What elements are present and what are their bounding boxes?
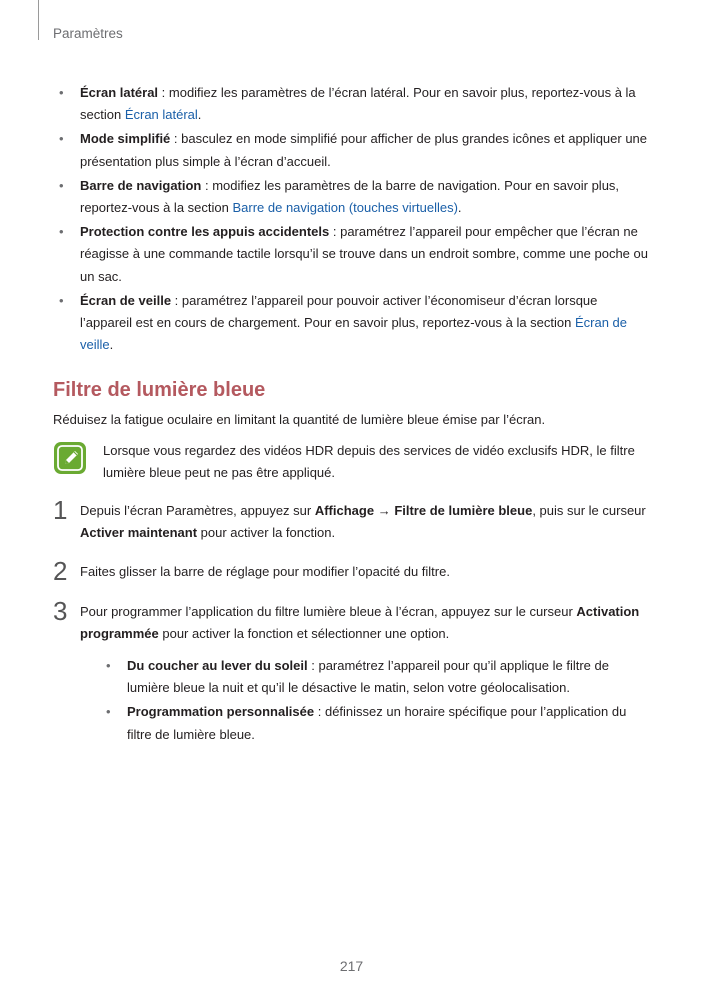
bullet-tail: . xyxy=(457,200,462,216)
bullet-term: Protection contre les appuis accidentels xyxy=(80,224,330,240)
bullet-text: : paramétrez l’appareil pour qu’il applique le filtre de lumière bleue la nuit et qu’il le désactive le matin, selon votre géolocalisation. xyxy=(127,658,609,696)
list-item xyxy=(53,82,653,126)
step-text: pour activer la fonction et sélectionner une option. xyxy=(158,625,450,641)
step-number: 1 xyxy=(53,495,68,526)
bullet-text: : modifiez les paramètres de la barre de navigation. Pour en savoir plus, reportez-vous à la section xyxy=(80,177,620,216)
bullet-icon: • xyxy=(59,177,64,193)
bullet-text: : modifiez les paramètres de l’écran latéral. Pour en savoir plus, reportez-vous à la section xyxy=(80,85,636,123)
bullet-term: Du coucher au lever du soleil xyxy=(127,658,308,674)
bullet-term: Programmation personnalisée xyxy=(127,704,315,720)
schedule-options-list xyxy=(80,655,653,746)
list-item xyxy=(53,175,653,219)
step-term: Affichage xyxy=(314,503,375,519)
link-barre-navigation[interactable]: Barre de navigation (touches virtuelles) xyxy=(232,200,458,216)
list-item xyxy=(53,221,653,288)
section-title: Filtre de lumière bleue xyxy=(53,379,266,402)
settings-bullet-list xyxy=(53,82,653,356)
bullet-icon: • xyxy=(106,704,111,720)
link-ecran-de-veille[interactable]: Écran de veille xyxy=(80,315,628,353)
bullet-icon: • xyxy=(59,292,64,308)
arrow-icon: → xyxy=(374,503,395,519)
bullet-term: Barre de navigation xyxy=(80,177,202,193)
step-2 xyxy=(53,556,653,587)
step-number: 3 xyxy=(53,595,68,626)
bullet-term: Mode simplifié xyxy=(80,131,171,147)
step-term: Activer maintenant xyxy=(80,525,198,541)
step-term: Activation programmée xyxy=(80,603,640,641)
bullet-text: : définissez un horaire spécifique pour l’application du filtre de lumière bleue. xyxy=(127,704,627,742)
header-section-title: Paramètres xyxy=(53,26,123,41)
step-text: , puis sur le curseur xyxy=(532,503,646,519)
bullet-text: : basculez en mode simplifié pour afficher de plus grandes icônes et appliquer une présentation plus simple à l’écran d’accueil. xyxy=(80,131,648,169)
list-item xyxy=(53,128,653,172)
note-text: Lorsque vous regardez des vidéos HDR depuis des services de vidéo exclusifs HDR, le filtre lumière bleue peut ne pas être appliqué. xyxy=(103,442,635,480)
bullet-icon: • xyxy=(59,224,64,240)
step-1 xyxy=(53,495,653,544)
bullet-icon: • xyxy=(59,131,64,147)
section-intro: Réduisez la fatigue oculaire en limitant la quantité de lumière bleue émise par l’écran. xyxy=(53,412,546,428)
step-text: pour activer la fonction. xyxy=(197,525,336,541)
bullet-icon: • xyxy=(59,85,64,100)
bullet-term: Écran de veille xyxy=(80,292,172,308)
list-item xyxy=(100,655,653,699)
step-3 xyxy=(53,595,653,746)
bullet-tail: . xyxy=(197,107,202,123)
list-item xyxy=(100,701,653,745)
bullet-tail: . xyxy=(109,337,114,353)
bullet-icon: • xyxy=(106,658,111,674)
bullet-term: Écran latéral xyxy=(80,85,159,100)
link-ecran-lateral[interactable]: Écran latéral xyxy=(124,107,198,123)
header-rule xyxy=(38,0,39,40)
step-number: 2 xyxy=(53,556,68,587)
note-pencil-icon xyxy=(53,441,87,475)
list-item xyxy=(53,290,653,357)
step-text: Faites glisser la barre de réglage pour modifier l’opacité du filtre. xyxy=(80,564,450,580)
step-text: Pour programmer l’application du filtre lumière bleue à l’écran, appuyez sur le curseur xyxy=(80,603,577,619)
step-text: Depuis l’écran Paramètres, appuyez sur xyxy=(80,503,315,519)
note-box xyxy=(53,440,653,484)
page-content xyxy=(53,82,653,748)
page-number: 217 xyxy=(339,958,364,974)
step-term: Filtre de lumière bleue xyxy=(394,503,533,519)
bullet-text: : paramétrez l’appareil pour pouvoir activer l’économiseur d’écran lorsque l’appareil est en cours de chargement. Pour en savoir plus, reportez-vous à la section xyxy=(80,292,598,331)
bullet-text: : paramétrez l’appareil pour empêcher que l’écran ne réagisse à une commande tactile lorsqu’il se trouve dans un endroit sombre, comme une poche ou un sac. xyxy=(80,224,648,284)
